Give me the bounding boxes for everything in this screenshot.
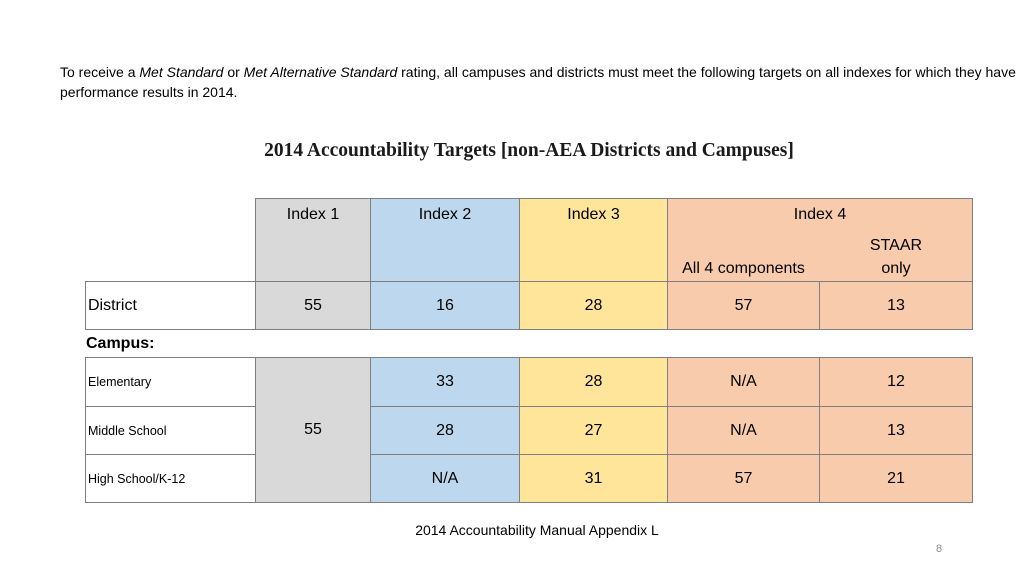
district-index-3: 28 [519,281,668,330]
district-label: District [85,281,256,330]
header-index-3: Index 3 [519,198,668,282]
district-index-4-all: 57 [667,281,820,330]
intro-emphasis-met-standard: Met Standard [139,64,224,80]
header-index-4-staar-only [819,234,973,280]
campus-index-1-shared: 55 [255,357,371,503]
district-index-1: 55 [255,281,371,330]
campus-row-label: Elementary [85,357,256,407]
campus-row-index-3: 27 [519,406,668,455]
campus-row-index-4-all: N/A [667,357,820,407]
district-index-2: 16 [370,281,520,330]
header-index-4: Index 4 [793,206,847,223]
source-footer: 2014 Accountability Manual Appendix L [415,522,659,538]
campus-row-label: High School/K-12 [85,454,256,503]
intro-text: rating, all campuses and districts must meet the following targets on all indexes for which they have performance results in 2014. [60,64,1016,100]
campus-row-index-4-staar: 13 [819,406,973,455]
intro-text: or [223,64,244,80]
campus-row-index-4-all: 57 [667,454,820,503]
campus-row-index-3: 28 [519,357,668,407]
campus-section-label: Campus: [86,335,155,352]
page-number: 8 [936,543,943,555]
district-index-4-staar: 13 [819,281,973,330]
header-staar-line1: STAAR [869,237,923,254]
intro-text: To receive a [60,64,140,80]
campus-row-index-4-staar: 21 [819,454,973,503]
header-staar-line2: only [881,260,911,277]
campus-row-index-2: 33 [370,357,520,407]
campus-row-index-3: 31 [519,454,668,503]
campus-row-index-2: 28 [370,406,520,455]
campus-row-index-4-staar: 12 [819,357,973,407]
campus-row-index-2: N/A [370,454,520,503]
campus-row-label: Middle School [85,406,256,455]
table-title: 2014 Accountability Targets [non-AEA Districts and Campuses] [264,140,794,161]
header-index-2: Index 2 [370,198,520,282]
intro-paragraph [60,62,1020,102]
intro-emphasis-met-alternative-standard: Met Alternative Standard [243,64,398,80]
campus-row-index-4-all: N/A [667,406,820,455]
header-index-1: Index 1 [255,198,371,282]
header-index-4-all-components: All 4 components [682,260,805,277]
